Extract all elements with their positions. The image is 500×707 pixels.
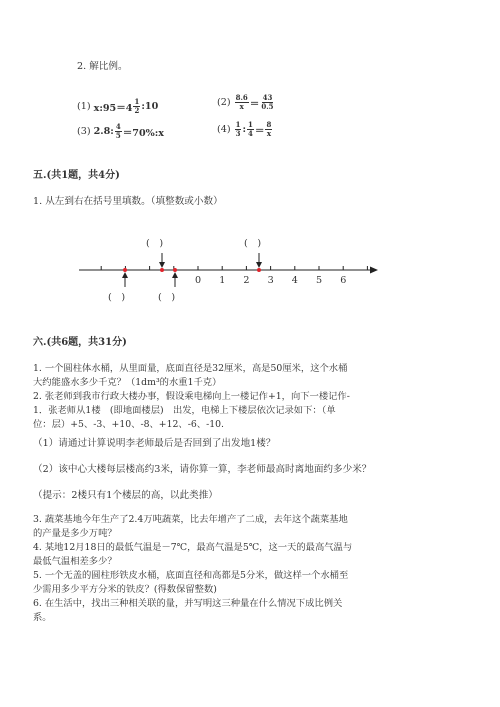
question-line: 4. 某地12月18日的最低气温是－7℃，最高气温是5℃，这一天的最高气温与 xyxy=(33,542,353,553)
question-line: 最低气温相差多少？ xyxy=(33,556,117,567)
question-line: 2. 张老师到我市行政大楼办事，假设乘电梯向上一楼记作+1，向下一楼记作- xyxy=(33,391,350,402)
question-line: 1. 一个圆柱体水桶，从里面量，底面直径是32厘米，高是50厘米，这个水桶 xyxy=(33,363,348,374)
numerator: 8 xyxy=(266,120,272,129)
blank-top-left[interactable]: ( ) xyxy=(146,238,164,249)
tick-label: 2 xyxy=(243,275,250,286)
numerator: 4 xyxy=(115,122,121,131)
question-line: 大约能盛水多少千克？（1dm³的水重1千克） xyxy=(33,377,222,388)
equation-index: (4) xyxy=(217,124,231,135)
red-point xyxy=(123,268,127,272)
question-line: 3. 蔬菜基地今年生产了2.4万吨蔬菜，比去年增产了二成，去年这个蔬菜基地 xyxy=(33,514,348,525)
section-5-question-1: 1. 从左到右在括号里填数。（填整数或小数） xyxy=(33,196,223,207)
section-6-heading: 六.(共6题，共31分) xyxy=(33,337,127,348)
red-point xyxy=(257,268,261,272)
tick-label: 4 xyxy=(291,275,298,286)
arrow-head-icon xyxy=(370,267,378,274)
equation-text: x:95＝4 xyxy=(93,102,133,114)
tick-label: 5 xyxy=(316,275,323,286)
question-line: 位：层）+5、-3、+10、-8、+12、-6、-10. xyxy=(33,419,225,430)
denominator: 4 xyxy=(248,129,253,138)
equals-sign: ＝ xyxy=(249,98,260,110)
question-2-part-1: （1）请通过计算说明李老师最后是否回到了出发地1楼？ xyxy=(33,438,276,449)
question-line: 5. 一个无盖的圆柱形铁皮水桶，底面直径和高都是5分米，做这样一个水桶至 xyxy=(33,570,349,581)
denominator: 2 xyxy=(134,106,140,115)
denominator: 5 xyxy=(115,131,121,140)
equation-index: (1) xyxy=(77,101,91,112)
equation-index: (2) xyxy=(217,97,231,108)
denominator: x xyxy=(239,102,244,111)
numerator: 1 xyxy=(235,120,241,129)
section-5-heading: 五.(共1题，共4分) xyxy=(33,170,120,181)
up-arrow-head-icon xyxy=(122,272,128,278)
question-line: 系。 xyxy=(33,612,52,623)
question-line: 的产量是多少万吨？ xyxy=(33,528,117,539)
tick-label: 0 xyxy=(195,275,202,286)
numerator: 1 xyxy=(248,120,253,129)
down-arrow-head-icon xyxy=(256,262,262,268)
denominator: x xyxy=(266,129,272,138)
denominator: 3 xyxy=(235,129,241,138)
question-2-part-2: （2）该中心大楼每层楼高约3米，请你算一算，李老师最高时离地面约多少米？ xyxy=(33,464,372,475)
denominator: 0.5 xyxy=(261,102,274,111)
blank-bottom-left[interactable]: ( ) xyxy=(108,292,126,303)
question-2-title: 2. 解比例。 xyxy=(77,61,128,72)
question-line: 6. 在生活中，找出三种相关联的量，并写明这三种量在什么情况下成比例关 xyxy=(33,598,343,609)
equals-sign: ＝ xyxy=(254,125,265,137)
down-arrow-head-icon xyxy=(159,262,165,268)
equation-text: ＝70%:x xyxy=(122,127,165,139)
red-point xyxy=(160,268,164,272)
ratio-colon: : xyxy=(242,124,247,135)
question-line: 少需用多少平方分米的铁皮？(得数保留整数) xyxy=(33,584,217,595)
tick-marks xyxy=(101,266,367,270)
equation-text: :10 xyxy=(141,101,159,112)
question-line: 1．张老师从1楼 (即地面楼层) 出发，电梯上下楼层依次记录如下：（单 xyxy=(33,405,336,416)
tick-label: 3 xyxy=(267,275,274,286)
equation-index: (3) xyxy=(77,126,91,137)
question-2-hint: （提示：2楼只有1个楼层的高，以此类推） xyxy=(33,490,218,501)
up-arrow-head-icon xyxy=(172,272,178,278)
blank-bottom-right[interactable]: ( ) xyxy=(158,292,176,303)
tick-label: 1 xyxy=(219,275,226,286)
question-1 xyxy=(33,362,473,432)
numerator: 8.6 xyxy=(235,93,248,102)
blank-top-right[interactable]: ( ) xyxy=(244,238,262,249)
tick-label: 6 xyxy=(340,275,347,286)
red-point xyxy=(173,268,177,272)
equation-text: 2.8: xyxy=(93,126,114,137)
questions-3-to-6 xyxy=(33,513,473,625)
numerator: 1 xyxy=(134,97,140,106)
numerator: 43 xyxy=(262,93,273,102)
